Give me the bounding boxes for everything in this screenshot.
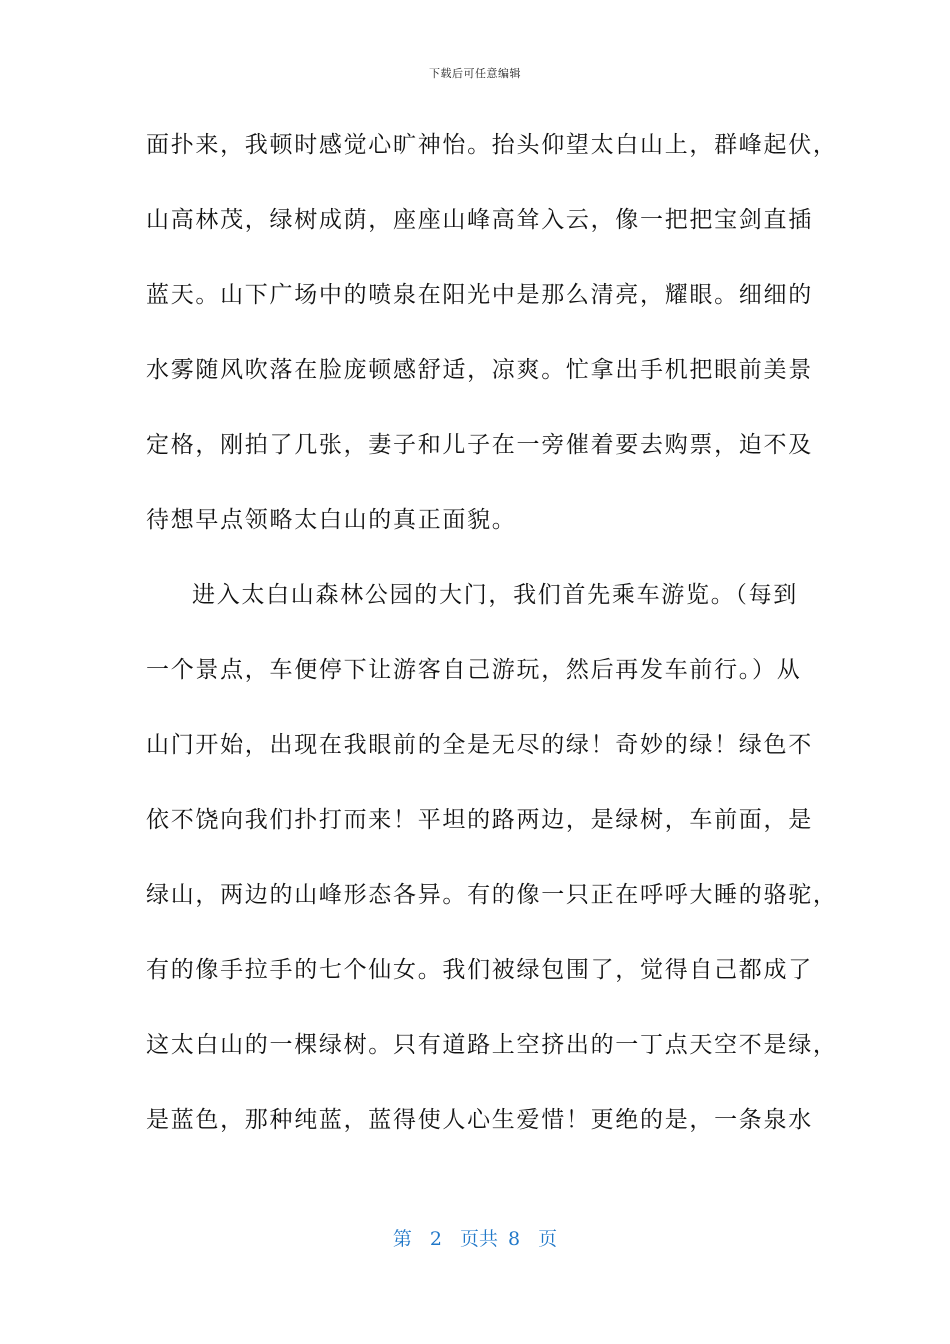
text-line: 定格，刚拍了几张，妻子和儿子在一旁催着要去购票，迫不及 <box>146 432 813 458</box>
footer-suffix: 页 <box>538 1228 558 1250</box>
text-line: 有的像手拉手的七个仙女。我们被绿包围了，觉得自己都成了 <box>146 957 813 983</box>
footer-total-pages: 8 <box>508 1228 521 1250</box>
text-line: 这太白山的一棵绿树。只有道路上空挤出的一丁点天空不是绿， <box>146 1032 838 1058</box>
footer-page-number: 2 <box>429 1228 442 1250</box>
text-line: 水雾随风吹落在脸庞顿感舒适，凉爽。忙拿出手机把眼前美景 <box>146 357 813 383</box>
text-line: 绿山，两边的山峰形态各异。有的像一只正在呼呼大睡的骆驼， <box>146 882 838 908</box>
page-footer <box>0 1226 950 1252</box>
paragraph-first-line: 进入太白山森林公园的大门，我们首先乘车游览。（每到 <box>192 582 798 608</box>
text-line: 依不饶向我们扑打而来！平坦的路两边，是绿树，车前面，是 <box>146 807 813 833</box>
text-line: 一个景点，车便停下让游客自己游玩，然后再发车前行。）从 <box>146 657 802 683</box>
footer-prefix: 第 <box>392 1228 412 1250</box>
page-header: 下载后可任意编辑 <box>429 67 521 80</box>
text-line: 山高林茂，绿树成荫，座座山峰高耸入云，像一把把宝剑直插 <box>146 207 813 233</box>
document-body <box>146 124 838 1174</box>
text-line: 山门开始，出现在我眼前的全是无尽的绿！奇妙的绿！绿色不 <box>146 732 813 758</box>
text-line: 是蓝色，那种纯蓝，蓝得使人心生爱惜！更绝的是，一条泉水 <box>146 1107 813 1133</box>
text-line: 面扑来，我顿时感觉心旷神怡。抬头仰望太白山上，群峰起伏， <box>146 132 838 158</box>
text-line: 蓝天。山下广场中的喷泉在阳光中是那么清亮，耀眼。细细的 <box>146 282 813 308</box>
footer-middle: 页共 <box>459 1228 498 1250</box>
text-line: 待想早点领略太白山的真正面貌。 <box>146 507 517 533</box>
